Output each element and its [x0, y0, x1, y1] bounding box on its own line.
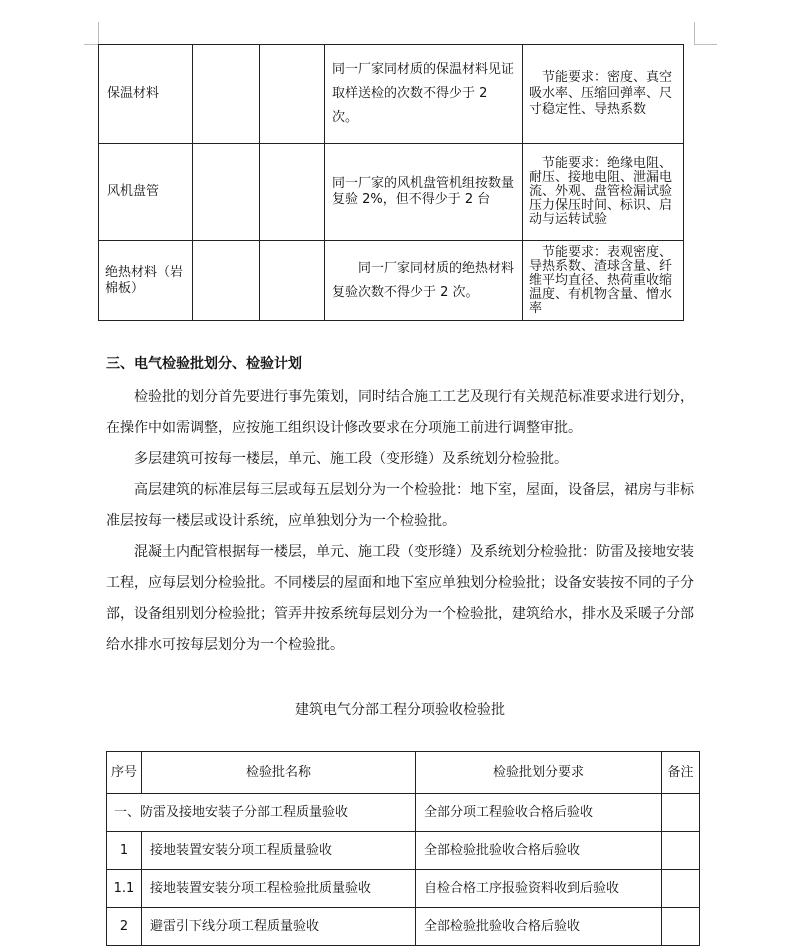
row-remark: [662, 870, 700, 908]
material-name: 保温材料: [99, 45, 193, 144]
empty-cell: [260, 144, 325, 241]
row-requirement: 自检合格工序报验资料收到后验收: [416, 870, 662, 908]
empty-cell: [260, 45, 325, 144]
row-no: 2: [107, 908, 142, 946]
paragraph: 高层建筑的标准层每三层或每五层划分为一个检验批：地下室，屋面，设备层，裙房与非标准层按每一楼层或设计系统，应单独划分为一个检验批。: [106, 482, 694, 529]
section-body: [106, 382, 694, 661]
page-corner-mark-right: [694, 22, 717, 45]
sampling-rule: 同一厂家的风机盘管机组按数量复验 2%，但不得少于 2 台: [325, 144, 523, 241]
test-requirement: 节能要求：密度、真空吸水率、压缩回弹率、尺寸稳定性、导热系数: [523, 45, 684, 144]
test-requirement: 节能要求：表观密度、导热系数、渣球含量、纤维平均直径、热荷重收缩温度、有机物含量、憎水率: [523, 241, 684, 321]
paragraph: 多层建筑可按每一楼层，单元、施工段（变形缝）及系统划分检验批。: [134, 451, 568, 467]
material-name: 风机盘管: [99, 144, 193, 241]
sampling-rule: 同一厂家同材质的保温材料见证取样送检的次数不得少于 2 次。: [325, 45, 523, 144]
header-no: 序号: [107, 752, 142, 794]
row-remark: [662, 832, 700, 870]
row-name: 避雷引下线分项工程质量验收: [142, 908, 416, 946]
row-requirement: 全部检验批验收合格后验收: [416, 908, 662, 946]
table-row: [99, 144, 684, 241]
row-no: 1.1: [107, 870, 142, 908]
section-heading: 三、电气检验批划分、检验计划: [106, 356, 302, 372]
header-name: 检验批名称: [142, 752, 416, 794]
empty-cell: [193, 144, 260, 241]
header-requirement: 检验批划分要求: [416, 752, 662, 794]
paragraph: 检验批的划分首先要进行事先策划，同时结合施工工艺及现行有关规范标准要求进行划分，在操作中如需调整，应按施工组织设计修改要求在分项施工前进行调整审批。: [106, 389, 694, 436]
empty-cell: [193, 45, 260, 144]
row-name: 接地装置安装分项工程质量验收: [142, 832, 416, 870]
row-name: 接地装置安装分项工程检验批质量验收: [142, 870, 416, 908]
table-row: [99, 241, 684, 321]
table-header-row: [107, 752, 700, 794]
empty-cell: [260, 241, 325, 321]
table-row: [107, 832, 700, 870]
group-remark: [662, 794, 700, 832]
inspection-batch-table: [106, 751, 700, 946]
page-corner-mark-left: [84, 22, 99, 45]
table-row: [99, 45, 684, 144]
paragraph: 混凝土内配管根据每一楼层，单元、施工段（变形缝）及系统划分检验批：防雷及接地安装工程，应每层划分检验批。不同楼层的屋面和地下室应单独划分检验批；设备安装按不同的子分部，设备组别划分检验批；管弄井按系统每层划分为一个检验批，建筑给水，排水及采暖子分部给水排水可按每层划分为一个检验批。: [106, 544, 694, 653]
material-name: 绝热材料（岩棉板）: [99, 241, 193, 321]
table-row: [107, 870, 700, 908]
empty-cell: [193, 241, 260, 321]
table-row: [107, 908, 700, 946]
row-requirement: 全部检验批验收合格后验收: [416, 832, 662, 870]
row-no: 1: [107, 832, 142, 870]
table-caption: 建筑电气分部工程分项验收检验批: [295, 702, 505, 718]
header-remark: 备注: [662, 752, 700, 794]
group-name: 一、防雷及接地安装子分部工程质量验收: [107, 794, 416, 832]
sampling-rule: 同一厂家同材质的绝热材料复验次数不得少于 2 次。: [325, 241, 523, 321]
table-group-row: [107, 794, 700, 832]
group-requirement: 全部分项工程验收合格后验收: [416, 794, 662, 832]
energy-saving-material-table: [98, 44, 684, 321]
row-remark: [662, 908, 700, 946]
test-requirement: 节能要求：绝缘电阻、耐压、接地电阻、泄漏电流、外观、盘管检漏试验压力保压时间、标识、启动与运转试验: [523, 144, 684, 241]
